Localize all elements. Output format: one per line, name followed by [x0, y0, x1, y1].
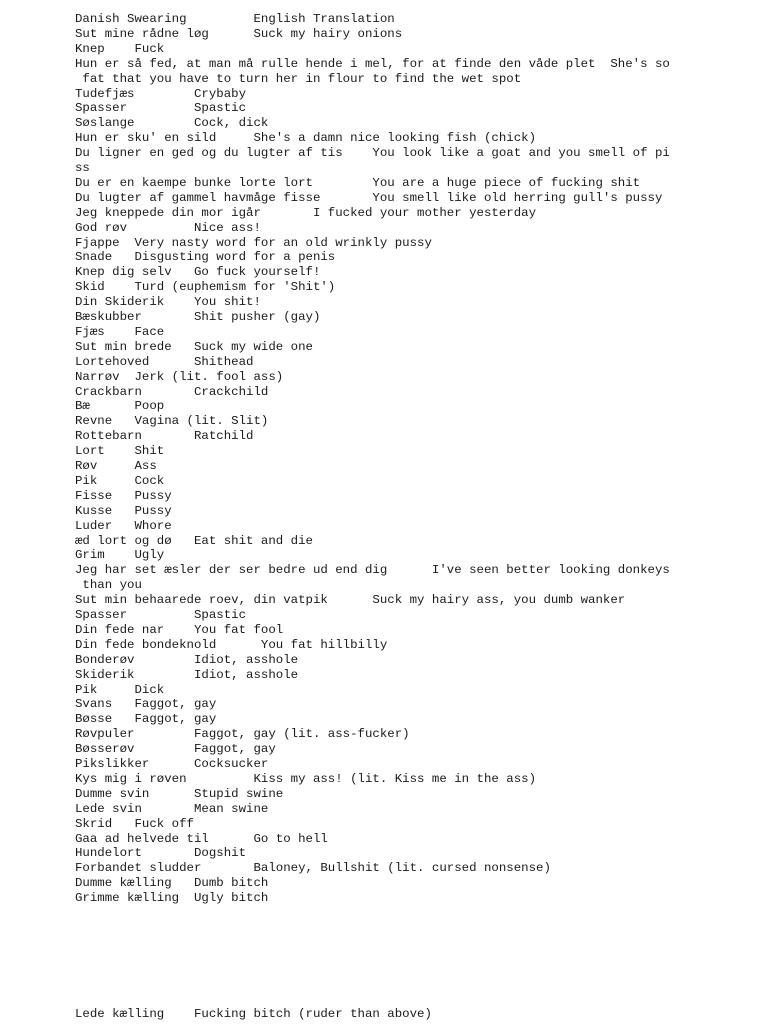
- text-line: Dumme svin Stupid swine: [75, 786, 284, 801]
- text-line: Grimme kælling Ugly bitch: [75, 891, 269, 906]
- text-line: Fisse Pussy: [75, 488, 172, 503]
- text-line: Bøsse Faggot, gay: [75, 712, 217, 727]
- text-line: Bonderøv Idiot, asshole: [75, 652, 299, 667]
- text-line: Du ligner en ged og du lugter af tis You look like a goat and you smell of pi: [75, 146, 670, 161]
- text-line: Spasser Spastic: [75, 101, 247, 116]
- text-line: Spasser Spastic: [75, 608, 247, 622]
- text-line: Knep Fuck: [75, 41, 165, 56]
- text-line: Din fede nar You fat fool: [75, 622, 284, 637]
- text-line: Lort Shit: [75, 444, 165, 459]
- text-line: Revne Vagina (lit. Slit): [75, 414, 269, 429]
- text-line: ss: [75, 161, 90, 175]
- text-line: Kusse Pussy: [75, 503, 172, 518]
- text-line: Sut mine rådne løg Suck my hairy onions: [75, 26, 403, 41]
- text-line: Dumme kælling Dumb bitch: [75, 876, 269, 891]
- text-line: Skid Turd (euphemism for 'Shit'): [75, 280, 336, 295]
- text-line: Pik Cock: [75, 473, 165, 488]
- text-line: Rottebarn Ratchild: [75, 429, 254, 444]
- text-line: Pik Dick: [75, 682, 165, 697]
- text-line: Din fede bondeknold You fat hillbilly: [75, 637, 388, 652]
- text-line: Svans Faggot, gay: [75, 697, 217, 712]
- text-line: Luder Whore: [75, 518, 172, 533]
- text-line: Crackbarn Crackchild: [75, 384, 269, 399]
- text-line: Du er en kaempe bunke lorte lort You are a huge piece of fucking shit: [75, 175, 641, 190]
- text-line: Din Skiderik You shit!: [75, 295, 261, 310]
- text-line: Lede svin Mean swine: [75, 801, 269, 816]
- text-line: Bæskubber Shit pusher (gay): [75, 310, 321, 324]
- text-line: Kys mig i røven Kiss my ass! (lit. Kiss me in the ass): [75, 771, 537, 786]
- text-line: æd lort og dø Eat shit and die: [75, 533, 313, 548]
- text-line: Bøsserøv Faggot, gay: [75, 742, 276, 757]
- text-line: Du lugter af gammel havmåge fisse You smell like old herring gull's pussy: [75, 190, 663, 205]
- text-line: Grim Ugly: [75, 548, 165, 563]
- text-line: Hun er så fed, at man må rulle hende i mel, for at finde den våde plet She's so: [75, 56, 670, 71]
- text-line: Hundelort Dogshit: [75, 846, 247, 861]
- text-line: Snade Disgusting word for a penis: [75, 250, 336, 265]
- text-line: Fjappe Very nasty word for an old wrinkly pussy: [75, 235, 432, 250]
- text-line: Skrid Fuck off: [75, 816, 194, 831]
- text-line: than you: [75, 578, 142, 593]
- text-line: Sut min behaarede roev, din vatpik Suck my hairy ass, you dumb wanker: [75, 593, 626, 608]
- text-line: Fjæs Face: [75, 324, 165, 339]
- text-line: Danish Swearing English Translation: [75, 12, 395, 26]
- text-line: Narrøv Jerk (lit. fool ass): [75, 369, 284, 384]
- text-line: Hun er sku' en sild She's a damn nice looking fish (chick): [75, 131, 537, 146]
- text-line: Knep dig selv Go fuck yourself!: [75, 265, 321, 280]
- text-line: Bæ Poop: [75, 399, 165, 414]
- text-line: Jeg kneppede din mor igår I fucked your mother yesterday: [75, 205, 537, 220]
- text-line: God røv Nice ass!: [75, 220, 261, 235]
- text-line: Forbandet sludder Baloney, Bullshit (lit. cursed nonsense): [75, 861, 551, 876]
- text-line: fat that you have to turn her in flour to find the wet spot: [75, 71, 522, 86]
- text-line: Sut min brede Suck my wide one: [75, 339, 313, 354]
- text-line: Pikslikker Cocksucker: [75, 757, 269, 771]
- text-line-footer: Lede kælling Fucking bitch (ruder than above): [75, 1007, 432, 1021]
- text-line: Gaa ad helvede til Go to hell: [75, 831, 328, 846]
- text-line: Tudefjæs Crybaby: [75, 86, 247, 101]
- text-line: Røvpuler Faggot, gay (lit. ass-fucker): [75, 727, 410, 742]
- text-line: Lortehoved Shithead: [75, 354, 254, 369]
- text-line: Jeg har set æsler der ser bedre ud end dig I've seen better looking donkeys: [75, 563, 670, 578]
- text-line: Skiderik Idiot, asshole: [75, 667, 299, 682]
- text-line: Røv Ass: [75, 459, 157, 473]
- text-line: Søslange Cock, dick: [75, 116, 269, 131]
